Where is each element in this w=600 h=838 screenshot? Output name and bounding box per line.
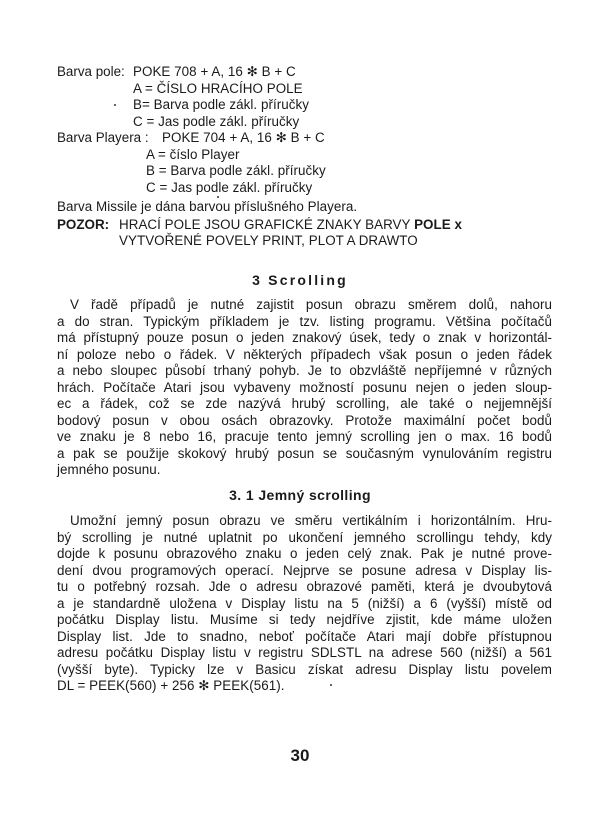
subsection-line: tu o potřebný rozsah. Jde o adresu obrazové paměti, která je dvoubytová <box>57 579 552 594</box>
section-line: a pak se použije skokový hrubý posun se současným vynulováním registru <box>57 446 552 461</box>
barva-playera-a: A = číslo Player <box>146 147 240 162</box>
barva-playera-b: B = Barva podle zákl. příručky <box>146 163 326 178</box>
barva-pole-label: Barva pole: <box>57 64 125 79</box>
print-speck <box>114 104 116 106</box>
section-line: a nebo sloupec působí trhaný pohyb. Je to obzvláště nepříjemné v různých <box>57 363 552 378</box>
section-line: hrách. Počítače Atari jsou vybaveny možností posunu nejen o jeden sloup- <box>57 380 552 395</box>
barva-playera-label: Barva Playera : <box>57 130 149 145</box>
section-heading: 3 Scrolling <box>252 272 348 288</box>
subsection-line: Display list. Jde to snadno, neboť počítače Atari mají dobře přístupnou <box>57 629 552 644</box>
pozor-line-1-bold: POLE x <box>414 217 462 232</box>
print-speck <box>330 684 332 686</box>
pozor-label: POZOR: <box>57 217 110 232</box>
pozor-line-1 <box>119 217 462 233</box>
barva-pole-command: POKE 708 + A, 16 ✻ B + C <box>133 64 296 79</box>
section-line: V řadě případů je nutné zajistit posun obrazu směrem dolů, nahoru <box>70 297 552 312</box>
pozor-line-2: VYTVOŘENÉ POVELY PRINT, PLOT A DRAWTO <box>119 233 418 248</box>
subsection-line: bý scrolling je nutné uplatnit po ukončení jemného scrollingu tehdy, kdy <box>57 530 552 545</box>
print-speck <box>217 196 219 198</box>
subsection-line: Umožní jemný posun obrazu ve směru vertikálním i horizontálním. Hru- <box>70 513 552 528</box>
section-line: bodový posun v obou osách obrazovky. Protože maximální počet bodů <box>57 413 552 428</box>
subsection-line: dojde k posunu obrazového znaku o jeden celý znak. Pak je nutné prove- <box>57 546 552 561</box>
subsection-line: dení dvou programových operací. Nejprve se posune adresa v Display lis- <box>57 563 552 578</box>
pozor-line-1-text: HRACÍ POLE JSOU GRAFICKÉ ZNAKY BARVY <box>119 217 411 232</box>
subsection-line: DL = PEEK(560) + 256 ✻ PEEK(561). <box>57 678 285 693</box>
subsection-line: a je standardně uložena v Display listu na 5 (nižší) a 6 (vyšší) místě od <box>57 596 552 611</box>
subsection-line: adresu počátku Display listu v registru SDLSTL na adrese 560 (nižší) a 561 <box>57 645 552 660</box>
section-line: a do stran. Typickým příkladem je tzv. listing programu. Většina počítačů <box>57 314 552 329</box>
barva-pole-c: C = Jas podle zákl. příručky <box>133 114 300 129</box>
barva-playera-command: POKE 704 + A, 16 ✻ B + C <box>162 130 325 145</box>
barva-pole-a: A = ČÍSLO HRACÍHO POLE <box>133 81 303 96</box>
section-line: ve znaku je 8 nebo 16, pracuje tento jemný scrolling jen o max. 16 bodů <box>57 429 552 444</box>
page-number: 30 <box>290 746 310 765</box>
section-line: ec a řádek, což se zde nazývá hrubý scrolling, ale také o nejjemnější <box>57 396 552 411</box>
subsection-line: počátku Display listu. Musíme si tedy nejdříve zjistit, kde máme uložen <box>57 612 552 627</box>
section-line: jemného posunu. <box>57 462 161 477</box>
barva-pole-b: B= Barva podle zákl. příručky <box>133 97 309 112</box>
barva-missile-line: Barva Missile je dána barvou příslušného Playera. <box>57 199 358 214</box>
subsection-heading: 3. 1 Jemný scrolling <box>229 487 371 503</box>
subsection-line: (vyšší byte). Typicky lze v Basicu získat adresu Display listu povelem <box>57 662 552 677</box>
section-line: má přístupný pouze posun o jeden znakový úsek, tedy o znak v horizontál- <box>57 330 552 345</box>
section-line: ní poloze nebo o řádek. V některých případech však posun o jeden řádek <box>57 347 552 362</box>
barva-playera-c: C = Jas podle zákl. příručky <box>146 180 313 195</box>
